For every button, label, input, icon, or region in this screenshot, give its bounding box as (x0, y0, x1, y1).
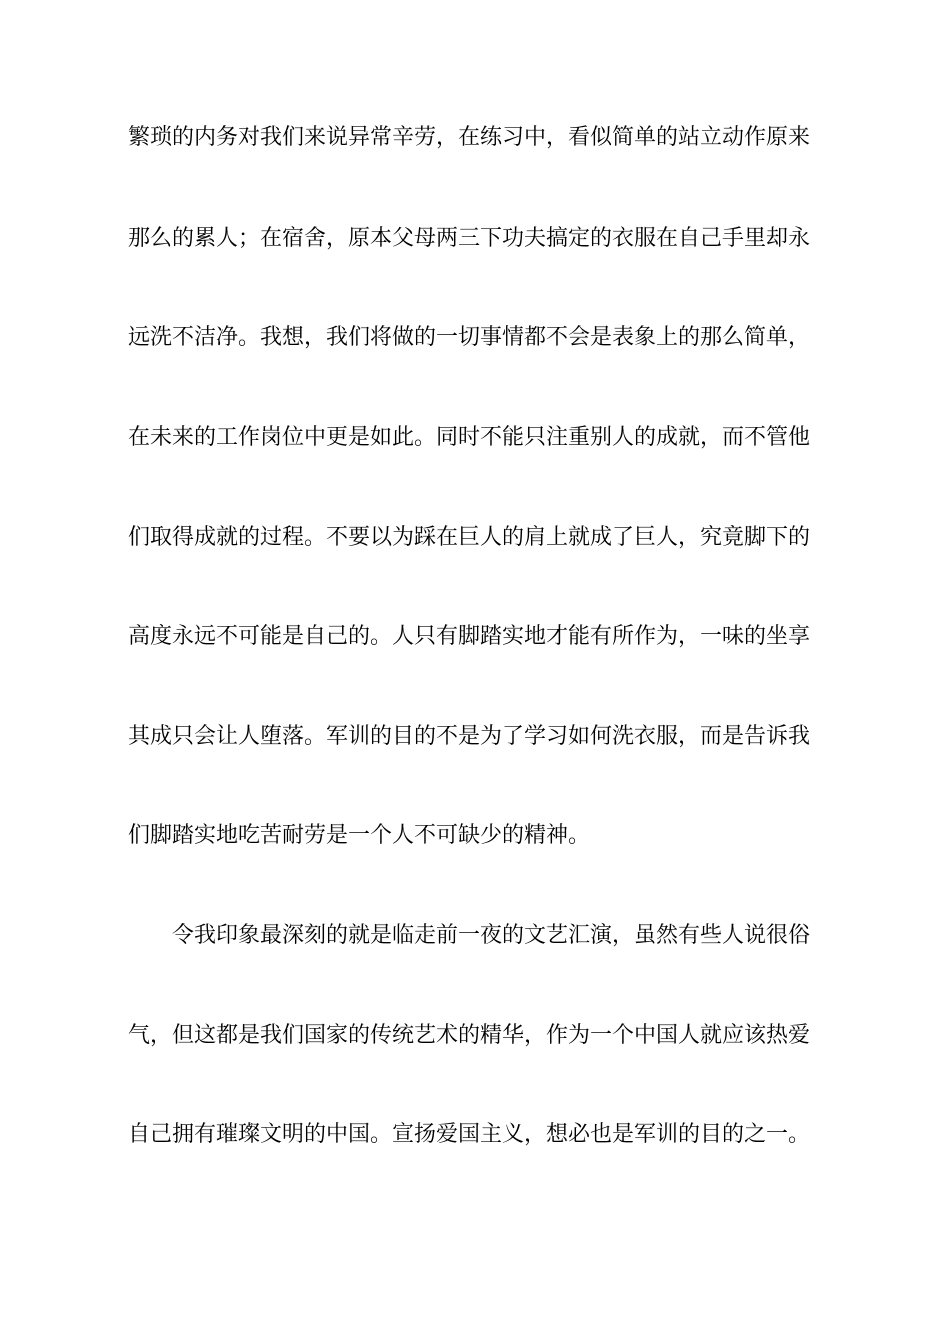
paragraph-line: 自己拥有璀璨文明的中国。宣扬爱国主义，想必也是军训的目的之一。 (128, 1122, 811, 1147)
paragraph-line: 其成只会让人堕落。军训的目的不是为了学习如何洗衣服，而是告诉我 (128, 724, 811, 749)
paragraph-first-line: 令我印象最深刻的就是临走前一夜的文艺汇演，虽然有些人说很俗 (172, 923, 811, 948)
paragraph-line: 远洗不洁净。我想，我们将做的一切事情都不会是表象上的那么简单， (128, 325, 811, 350)
paragraph-line: 们取得成就的过程。不要以为踩在巨人的肩上就成了巨人，究竟脚下的 (128, 525, 811, 550)
paragraph-line: 繁琐的内务对我们来说异常辛劳，在练习中，看似简单的站立动作原来 (128, 125, 811, 150)
paragraph-line: 气，但这都是我们国家的传统艺术的精华，作为一个中国人就应该热爱 (128, 1023, 811, 1048)
paragraph-line: 们脚踏实地吃苦耐劳是一个人不可缺少的精神。 (128, 823, 591, 848)
paragraph-line: 高度永远不可能是自己的。人只有脚踏实地才能有所作为，一味的坐享 (128, 624, 811, 649)
paragraph-line: 在未来的工作岗位中更是如此。同时不能只注重别人的成就，而不管他 (128, 425, 811, 450)
paragraph-line: 那么的累人；在宿舍，原本父母两三下功夫搞定的衣服在自己手里却永 (128, 226, 811, 251)
